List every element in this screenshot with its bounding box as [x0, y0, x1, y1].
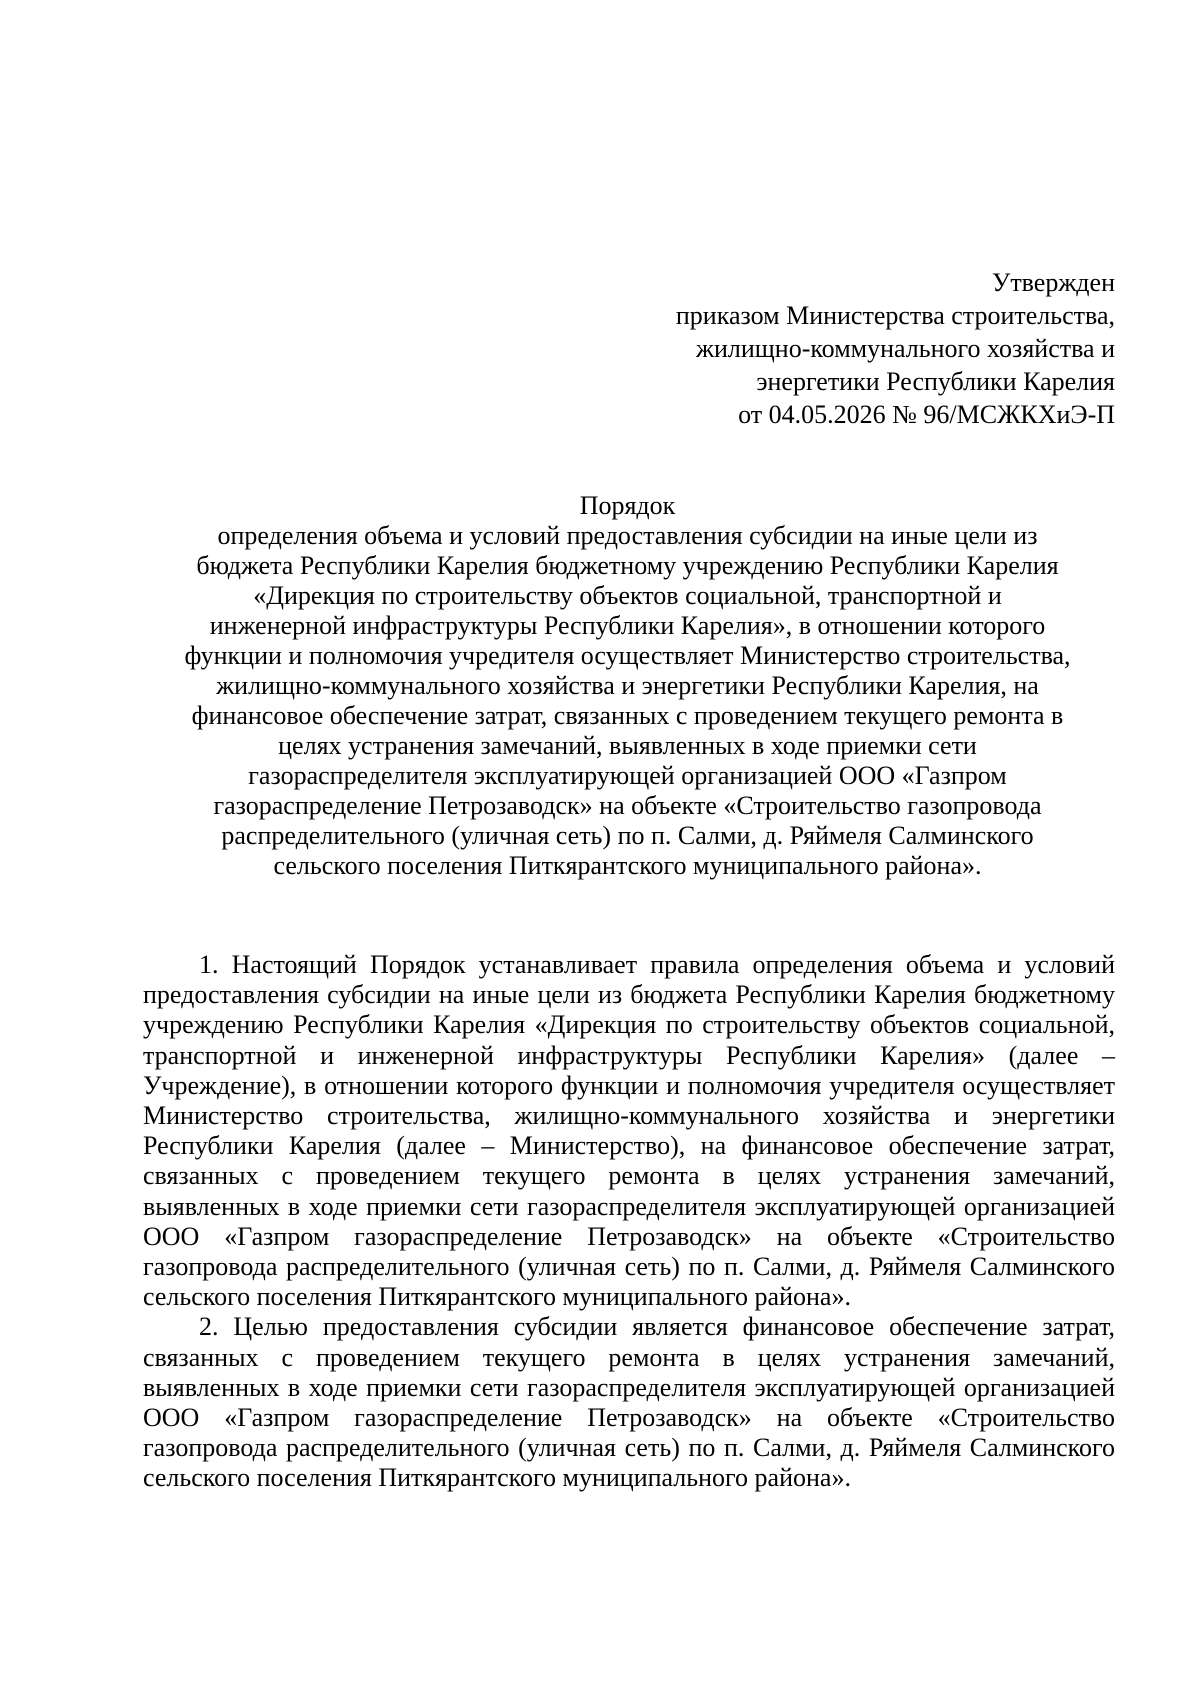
approval-line-date-number: от 04.05.2026 № 96/МСЖКХиЭ-П — [738, 400, 1115, 429]
approval-line-approved: Утвержден — [991, 268, 1115, 297]
approval-stamp-block — [555, 266, 1115, 431]
paragraph-1: 1. Настоящий Порядок устанавливает правила определения объема и условий предоставления субсидии на иные цели из бюджета Республики Карелия бюджетному учреждению Республики Карелия «Дирекция по строительству объектов социальной, транспортной и инженерной инфраструктуры Республики Карелия» (далее – Учреждение), в отношении которого функции и полномочия учредителя осуществляет Министерство строительства, жилищно-коммунального хозяйства и энергетики Республики Карелия (далее – Министерство), на финансовое обеспечение затрат, связанных с проведением текущего ремонта в целях устранения замечаний, выявленных в ходе приемки сети газораспределителя эксплуатирующей организацией ООО «Газпром газораспределение Петрозаводск» на объекте «Строительство газопровода распределительного (уличная сеть) по п. Салми, д. Ряймеля Салминского сельского поселения Питкярантского муниципального района». — [143, 950, 1115, 1312]
document-body — [143, 950, 1115, 1494]
approval-line-ministry: жилищно-коммунального хозяйства и — [696, 334, 1115, 363]
approval-line-order: приказом Министерства строительства, — [675, 301, 1115, 330]
document-subtitle: определения объема и условий предоставления субсидии на иные цели из бюджета Республики Карелия бюджетному учреждению Республики Карелия «Дирекция по строительству объектов социальной, транспортной и инженерной инфраструктуры Республики Карелия», в отношении которого функции и полномочия учредителя осуществляет Министерство строительства, жилищно-коммунального хозяйства и энергетики Республики Карелия, на финансовое обеспечение затрат, связанных с проведением текущего ремонта в целях устранения замечаний, выявленных в ходе приемки сети газораспределителя эксплуатирующей организацией ООО «Газпром газораспределение Петрозаводск» на объекте «Строительство газопровода распределительного (уличная сеть) по п. Салми, д. Ряймеля Салминского сельского поселения Питкярантского муниципального района». — [184, 521, 1071, 880]
paragraph-2: 2. Целью предоставления субсидии является финансовое обеспечение затрат, связанных с проведением текущего ремонта в целях устранения замечаний, выявленных в ходе приемки сети газораспределителя эксплуатирующей организацией ООО «Газпром газораспределение Петрозаводск» на объекте «Строительство газопровода распределительного (уличная сеть) по п. Салми, д. Ряймеля Салминского сельского поселения Питкярантского муниципального района». — [143, 1312, 1115, 1493]
document-title: Порядок — [579, 491, 676, 520]
approval-line-region: энергетики Республики Карелия — [756, 367, 1115, 396]
document-heading — [140, 491, 1115, 881]
